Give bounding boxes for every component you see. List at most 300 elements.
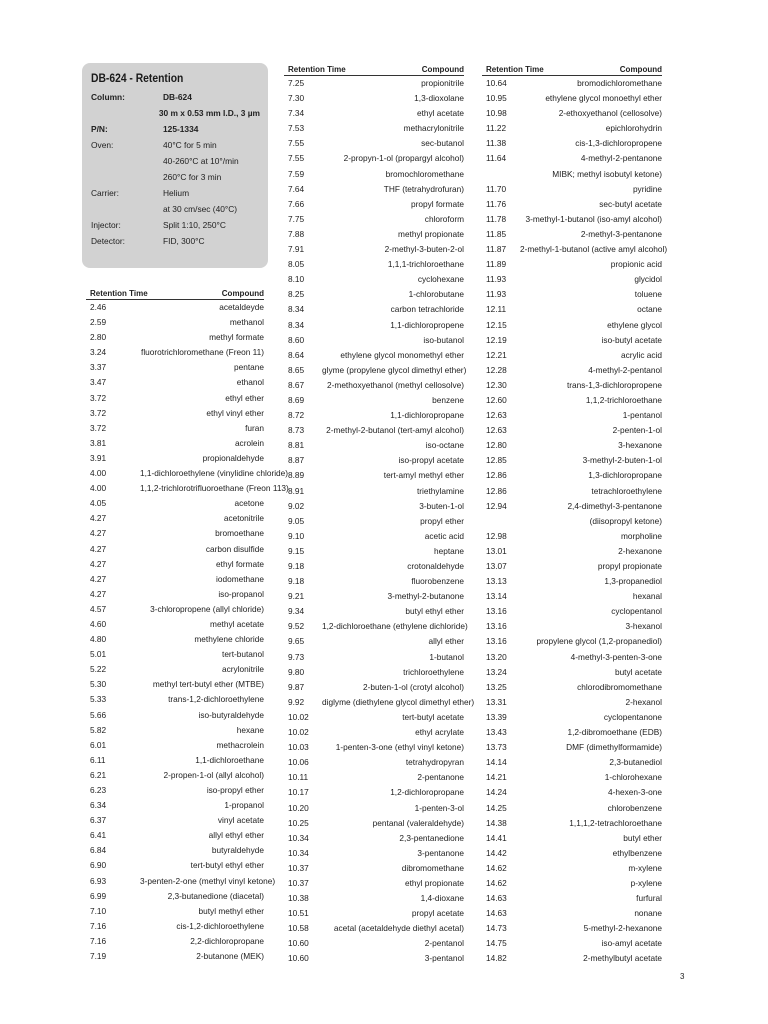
table-row xyxy=(86,692,264,707)
compound-cell: methyl acetate xyxy=(210,618,264,629)
compound-cell: acrolein xyxy=(234,437,264,448)
compound-cell: 1,2-dichloropropane xyxy=(390,787,464,798)
retention-time-cell: 13.16 xyxy=(486,636,507,647)
compound-cell: 1-chlorobutane xyxy=(408,289,464,300)
table-row xyxy=(86,315,264,330)
retention-time-cell: 8.05 xyxy=(288,259,305,270)
table-row xyxy=(86,557,264,572)
table-row xyxy=(86,572,264,587)
compound-cell: methylene chloride xyxy=(194,634,264,645)
compound-cell: methyl formate xyxy=(209,332,264,343)
retention-time-cell: 9.21 xyxy=(288,591,305,602)
table-row xyxy=(284,695,475,710)
compound-cell: p-xylene xyxy=(630,877,662,888)
compound-cell: 4-hexen-3-one xyxy=(608,787,662,798)
compound-cell: epichlorohydrin xyxy=(605,123,662,134)
table-row xyxy=(86,496,264,511)
retention-time-cell: 6.23 xyxy=(90,785,107,795)
retention-time-cell: 5.66 xyxy=(90,709,107,720)
retention-time-cell: 11.64 xyxy=(486,153,507,164)
compound-cell: acrylonitrile xyxy=(222,664,264,675)
table-row xyxy=(284,589,464,604)
retention-time-cell: 9.05 xyxy=(288,515,305,526)
table-row xyxy=(482,227,662,242)
method-title: DB-624 - Retention xyxy=(91,71,184,85)
table-row xyxy=(284,574,464,589)
detector-value: FID, 300°C xyxy=(163,236,205,246)
compound-cell: methacrylonitrile xyxy=(403,123,464,134)
table-row xyxy=(482,197,662,212)
compound-cell: tert-butyl acetate xyxy=(402,711,464,722)
table-row xyxy=(86,526,264,541)
retention-time-cell: 14.41 xyxy=(486,832,507,843)
compound-cell: m-xylene xyxy=(628,862,662,873)
retention-time-cell: 8.81 xyxy=(288,440,305,451)
retention-time-cell: 9.92 xyxy=(288,696,305,707)
retention-time-cell: 4.27 xyxy=(90,543,107,554)
retention-time-cell: 10.51 xyxy=(288,908,309,919)
retention-time-cell: 12.60 xyxy=(486,394,507,405)
table-row xyxy=(86,783,264,798)
table-row xyxy=(482,770,662,785)
retention-time-cell: 10.98 xyxy=(486,108,507,119)
retention-time-cell: 8.34 xyxy=(288,319,305,330)
retention-time-cell: 12.30 xyxy=(486,379,507,390)
compound-cell: 3-pentanol xyxy=(424,953,464,964)
table-row xyxy=(86,375,264,390)
retention-time-cell: 3.24 xyxy=(90,347,107,358)
retention-time-cell: 8.69 xyxy=(288,394,305,405)
table-row xyxy=(482,318,662,333)
compound-cell: 1-butanol xyxy=(429,651,464,662)
table-row xyxy=(284,634,464,649)
retention-time-cell: 10.37 xyxy=(288,877,309,888)
table-row xyxy=(284,257,464,272)
compound-cell: 5-methyl-2-hexanone xyxy=(583,923,662,934)
compound-cell: 2-butanone (MEK) xyxy=(196,951,264,962)
table-row xyxy=(482,680,662,695)
table-row xyxy=(482,846,662,861)
table-row xyxy=(284,91,464,106)
retention-time-cell: 14.63 xyxy=(486,893,507,904)
retention-time-cell: 7.75 xyxy=(288,213,305,224)
table-row xyxy=(482,484,662,499)
compound-cell: 1-penten-3-one (ethyl vinyl ketone) xyxy=(335,742,464,753)
table-row xyxy=(284,167,464,182)
table-row xyxy=(482,801,662,816)
compound-cell: ethylene glycol xyxy=(607,319,662,330)
compound-cell: 1,3-propanediol xyxy=(604,576,662,587)
table-row xyxy=(284,559,464,574)
table-row xyxy=(86,511,264,526)
compound-cell: 1,1-dichloropropene xyxy=(390,319,464,330)
table-row xyxy=(482,378,662,393)
retention-time-cell: 13.43 xyxy=(486,727,507,738)
table-row xyxy=(482,619,662,634)
compound-cell: pentane xyxy=(234,362,264,373)
table-row xyxy=(482,363,662,378)
retention-time-cell: 3.72 xyxy=(90,392,107,403)
retention-time-cell: 12.86 xyxy=(486,470,507,481)
compound-cell: 2,3-pentanedione xyxy=(399,832,464,843)
retention-time-cell: 13.25 xyxy=(486,681,507,692)
retention-time-cell: 9.34 xyxy=(288,606,305,617)
compound-cell: ethyl acrylate xyxy=(415,727,464,738)
table-row xyxy=(482,182,662,197)
retention-time-cell: 4.27 xyxy=(90,573,107,584)
compound-cell: (diisopropyl ketone) xyxy=(589,515,662,526)
table-row xyxy=(86,406,264,421)
compound-cell: 3-hexanone xyxy=(618,440,662,451)
header-compound: Compound xyxy=(221,289,264,298)
table-row xyxy=(86,768,264,783)
retention-time-cell: 7.53 xyxy=(288,123,305,134)
table-row xyxy=(86,843,264,858)
compound-cell: crotonaldehyde xyxy=(407,561,464,571)
compound-cell: ethylbenzene xyxy=(612,847,662,858)
compound-cell: sec-butanol xyxy=(421,138,464,149)
table-row xyxy=(284,408,464,423)
pn-value: 125-1334 xyxy=(163,124,199,134)
compound-cell: iso-propanol xyxy=(218,588,264,599)
compound-cell: benzene xyxy=(432,394,464,405)
table-row xyxy=(482,861,662,876)
table-row xyxy=(482,559,662,574)
retention-time-cell: 3.37 xyxy=(90,362,107,373)
compound-cell: 4-methyl-2-pentanone xyxy=(580,153,662,164)
table-row xyxy=(482,876,662,891)
table-row xyxy=(482,257,662,272)
compound-cell: nonane xyxy=(634,908,662,919)
compound-cell: pyridine xyxy=(632,183,662,194)
retention-time-cell: 3.81 xyxy=(90,437,107,448)
retention-time-cell: 14.82 xyxy=(486,953,507,964)
retention-time-cell: 4.27 xyxy=(90,528,107,539)
table-row xyxy=(86,858,264,873)
compound-cell: 2-methoxyethanol (methyl cellosolve) xyxy=(327,379,464,390)
retention-time-cell: 10.06 xyxy=(288,757,309,768)
table-row xyxy=(284,831,464,846)
table-row xyxy=(284,725,464,740)
compound-cell: acetone xyxy=(234,498,264,509)
table-row xyxy=(86,738,264,753)
table-row xyxy=(284,876,464,891)
compound-cell: 3-hexanol xyxy=(625,621,662,632)
compound-cell: cyclopentanone xyxy=(603,711,662,722)
compound-cell: propyl formate xyxy=(410,198,464,209)
table-row xyxy=(284,514,464,529)
table-row xyxy=(482,951,662,966)
table-row xyxy=(482,272,662,287)
retention-time-cell: 7.25 xyxy=(288,78,305,88)
table-row xyxy=(482,91,662,106)
compound-cell: 3-methyl-1-butanol (iso-amyl alcohol) xyxy=(525,213,662,224)
retention-time-cell: 10.34 xyxy=(288,832,309,843)
compound-cell: heptane xyxy=(434,545,464,556)
compound-cell: glyme (propylene glycol dimethyl ether) xyxy=(322,364,467,375)
compound-cell: iso-butyraldehyde xyxy=(198,709,264,720)
table-row xyxy=(86,934,264,949)
compound-cell: ethyl vinyl ether xyxy=(206,407,264,418)
compound-cell: acetic acid xyxy=(424,530,464,541)
table-row xyxy=(284,212,464,227)
retention-time-cell: 9.10 xyxy=(288,530,305,541)
retention-time-cell: 11.85 xyxy=(486,228,507,239)
table-row xyxy=(482,831,662,846)
retention-time-cell: 7.16 xyxy=(90,920,107,931)
compound-cell: 1-pentanol xyxy=(622,410,662,421)
retention-time-cell: 13.16 xyxy=(486,606,507,617)
table-row xyxy=(86,753,264,768)
compound-cell: butyl ether xyxy=(623,832,662,843)
table-row xyxy=(284,770,464,785)
retention-time-cell: 6.93 xyxy=(90,875,107,886)
retention-time-cell: 10.17 xyxy=(288,787,309,798)
table-row xyxy=(284,951,464,966)
compound-cell: iso-propyl ether xyxy=(206,785,264,795)
retention-time-cell: 3.72 xyxy=(90,407,107,418)
table-row xyxy=(284,363,467,378)
compound-cell: ethyl propionate xyxy=(404,877,464,888)
retention-time-cell: 8.34 xyxy=(288,304,305,315)
table-row xyxy=(86,708,264,723)
retention-time-cell: 9.87 xyxy=(288,681,305,692)
retention-time-cell: 11.22 xyxy=(486,123,507,134)
compound-cell: propyl ether xyxy=(420,515,464,526)
table-row xyxy=(284,106,464,121)
table-row xyxy=(482,936,662,951)
compound-cell: methacrolein xyxy=(216,739,264,750)
table-row xyxy=(86,904,264,919)
compound-cell: 3-buten-1-ol xyxy=(419,500,464,511)
retention-time-cell: 3.47 xyxy=(90,377,107,388)
column-row xyxy=(91,89,260,105)
table-row xyxy=(482,302,662,317)
table-row xyxy=(482,438,662,453)
table-row xyxy=(86,391,264,406)
retention-time-cell: 5.33 xyxy=(90,694,107,705)
table-row xyxy=(284,544,464,559)
retention-time-cell: 7.16 xyxy=(90,935,107,946)
compound-cell: propyl propionate xyxy=(597,561,662,571)
table-row xyxy=(86,300,264,315)
oven-row xyxy=(91,137,260,153)
compound-cell: acetaldeyde xyxy=(219,302,264,312)
retention-time-cell: 6.21 xyxy=(90,769,107,780)
carrier-line-2: at 30 cm/sec (40°C) xyxy=(163,204,238,214)
retention-time-cell: 10.20 xyxy=(288,802,309,813)
compound-cell: acetal (acetaldehyde diethyl acetal) xyxy=(333,923,464,934)
retention-table-2 xyxy=(284,64,475,967)
compound-cell: glycidol xyxy=(634,274,662,285)
table-row xyxy=(482,514,662,529)
table-row xyxy=(86,451,264,466)
retention-time-cell: 4.80 xyxy=(90,634,107,645)
compound-cell: butyl ethyl ether xyxy=(405,606,464,617)
compound-cell: 1,1,2-trichloroethane xyxy=(585,394,662,405)
retention-time-cell: 5.30 xyxy=(90,679,107,690)
compound-cell: propionaldehyde xyxy=(202,452,264,463)
table-row xyxy=(284,121,464,136)
table-row xyxy=(284,801,464,816)
table-row xyxy=(284,936,464,951)
column-label: Column: xyxy=(91,92,125,102)
retention-time-cell: 13.16 xyxy=(486,621,507,632)
compound-cell: bromoethane xyxy=(215,528,264,539)
retention-time-cell: 13.73 xyxy=(486,742,507,753)
compound-cell: 1-chlorohexane xyxy=(604,772,662,783)
retention-time-cell: 12.11 xyxy=(486,304,507,315)
method-info-box xyxy=(82,63,268,268)
compound-cell: 3-pentanone xyxy=(417,847,464,858)
table-row xyxy=(86,617,264,632)
retention-time-cell: 7.66 xyxy=(288,198,305,209)
retention-time-cell: 10.34 xyxy=(288,847,309,858)
compound-cell: 1,1-dichloroethylene (vinylidine chloride) xyxy=(140,468,289,479)
table-row xyxy=(86,828,264,843)
compound-cell: iso-propyl acetate xyxy=(398,455,464,466)
retention-time-cell: 12.28 xyxy=(486,364,507,375)
table-row xyxy=(86,662,264,677)
retention-time-cell: 10.95 xyxy=(486,93,507,104)
compound-cell: iodomethane xyxy=(216,573,264,584)
retention-time-cell: 8.72 xyxy=(288,410,305,421)
table-row xyxy=(482,348,662,363)
retention-time-cell: 12.94 xyxy=(486,500,507,511)
compound-cell: 4-methyl-2-pentanol xyxy=(588,364,662,375)
retention-time-cell: 7.10 xyxy=(90,905,107,916)
compound-cell: ethyl ether xyxy=(225,392,264,403)
retention-time-cell: 9.15 xyxy=(288,545,305,556)
compound-cell: propionitrile xyxy=(421,78,464,88)
retention-time-cell: 11.38 xyxy=(486,138,507,149)
compound-cell: chlorobenzene xyxy=(607,802,662,813)
compound-cell: allyl ethyl ether xyxy=(208,830,264,841)
retention-time-cell: 7.88 xyxy=(288,228,305,239)
column-dims-row xyxy=(91,105,260,121)
table-row xyxy=(284,816,464,831)
injector-label: Injector: xyxy=(91,220,121,230)
compound-cell: MIBK; methyl isobutyl ketone) xyxy=(552,168,662,179)
table-row xyxy=(284,529,464,544)
compound-cell: tetrahydropyran xyxy=(405,757,464,768)
table-row xyxy=(284,499,464,514)
table-row xyxy=(284,468,464,483)
table-row xyxy=(284,393,464,408)
retention-time-cell: 7.19 xyxy=(90,951,107,962)
compound-cell: tert-butanol xyxy=(222,649,264,660)
table-row xyxy=(284,348,464,363)
column-value: DB-624 xyxy=(163,92,192,102)
compound-cell: cis-1,3-dichloropropene xyxy=(575,138,662,149)
table-row xyxy=(482,212,662,227)
compound-cell: chloroform xyxy=(424,213,464,224)
carrier-row xyxy=(91,185,260,201)
table-row xyxy=(284,710,464,725)
compound-cell: tert-amyl methyl ether xyxy=(383,470,464,481)
carrier-line-1: Helium xyxy=(163,188,190,198)
table-row xyxy=(284,484,464,499)
retention-time-cell: 11.87 xyxy=(486,244,507,255)
retention-time-cell: 7.59 xyxy=(288,168,305,179)
table-row xyxy=(284,197,464,212)
table-row xyxy=(482,710,662,725)
table-row xyxy=(482,544,662,559)
retention-time-cell: 4.05 xyxy=(90,498,107,509)
compound-cell: tert-butyl ethyl ether xyxy=(190,860,264,871)
retention-time-cell: 9.52 xyxy=(288,621,305,632)
compound-cell: butyl acetate xyxy=(614,666,662,677)
retention-time-cell: 6.37 xyxy=(90,815,107,826)
table-row xyxy=(482,408,662,423)
retention-time-cell: 10.03 xyxy=(288,742,309,753)
table-row xyxy=(284,785,464,800)
compound-cell: 2-hexanol xyxy=(625,696,662,707)
column-dims: 30 m x 0.53 mm I.D., 3 µm xyxy=(158,108,260,118)
compound-cell: 2,2-dichloropropane xyxy=(190,935,264,946)
retention-time-cell: 14.42 xyxy=(486,847,507,858)
compound-cell: 2-methylbutyl acetate xyxy=(583,953,662,964)
retention-time-cell: 12.86 xyxy=(486,485,507,496)
oven-label: Oven: xyxy=(91,140,114,150)
table-row xyxy=(284,182,464,197)
table-row xyxy=(482,816,662,831)
compound-cell: 3-chloropropene (allyl chloride) xyxy=(150,603,264,614)
retention-time-cell: 14.63 xyxy=(486,908,507,919)
table-row xyxy=(284,76,464,91)
retention-time-cell: 14.62 xyxy=(486,877,507,888)
compound-cell: bromodichloromethane xyxy=(577,78,662,88)
retention-time-cell: 9.73 xyxy=(288,651,305,662)
retention-time-cell: 14.25 xyxy=(486,802,507,813)
compound-cell: DMF (dimethylformamide) xyxy=(566,742,662,753)
retention-time-cell: 10.25 xyxy=(288,817,309,828)
retention-time-cell: 9.18 xyxy=(288,576,305,587)
table-row xyxy=(284,272,464,287)
retention-time-cell: 3.72 xyxy=(90,422,107,433)
pn-label: P/N: xyxy=(91,124,108,134)
compound-cell: 1,1-dichloropropane xyxy=(390,410,464,421)
table-row xyxy=(482,121,662,136)
pn-row xyxy=(91,121,260,137)
table-row xyxy=(284,423,464,438)
retention-time-cell: 14.21 xyxy=(486,772,507,783)
table-row xyxy=(86,360,264,375)
retention-time-cell: 12.21 xyxy=(486,349,507,360)
compound-cell: propionic acid xyxy=(610,259,662,270)
retention-time-cell: 13.13 xyxy=(486,576,507,587)
table-row xyxy=(86,813,264,828)
table-header xyxy=(284,64,464,76)
compound-cell: chlorodibromomethane xyxy=(577,681,662,692)
retention-time-cell: 11.76 xyxy=(486,198,507,209)
compound-cell: 1,1,1-trichloroethane xyxy=(387,259,464,270)
compound-cell: 2-propen-1-ol (allyl alcohol) xyxy=(163,769,264,780)
table-row xyxy=(482,695,662,710)
retention-time-cell: 13.01 xyxy=(486,545,507,556)
retention-time-cell: 6.01 xyxy=(90,739,107,750)
table-row xyxy=(284,287,464,302)
table-body xyxy=(284,76,475,967)
compound-cell: methyl tert-butyl ether (MTBE) xyxy=(152,679,264,690)
retention-time-cell: 12.63 xyxy=(486,425,507,436)
table-row xyxy=(482,499,662,514)
table-row xyxy=(284,151,464,166)
table-row xyxy=(284,650,464,665)
compound-cell: carbon disulfide xyxy=(205,543,264,554)
retention-time-cell: 6.90 xyxy=(90,860,107,871)
retention-time-cell: 9.02 xyxy=(288,500,305,511)
